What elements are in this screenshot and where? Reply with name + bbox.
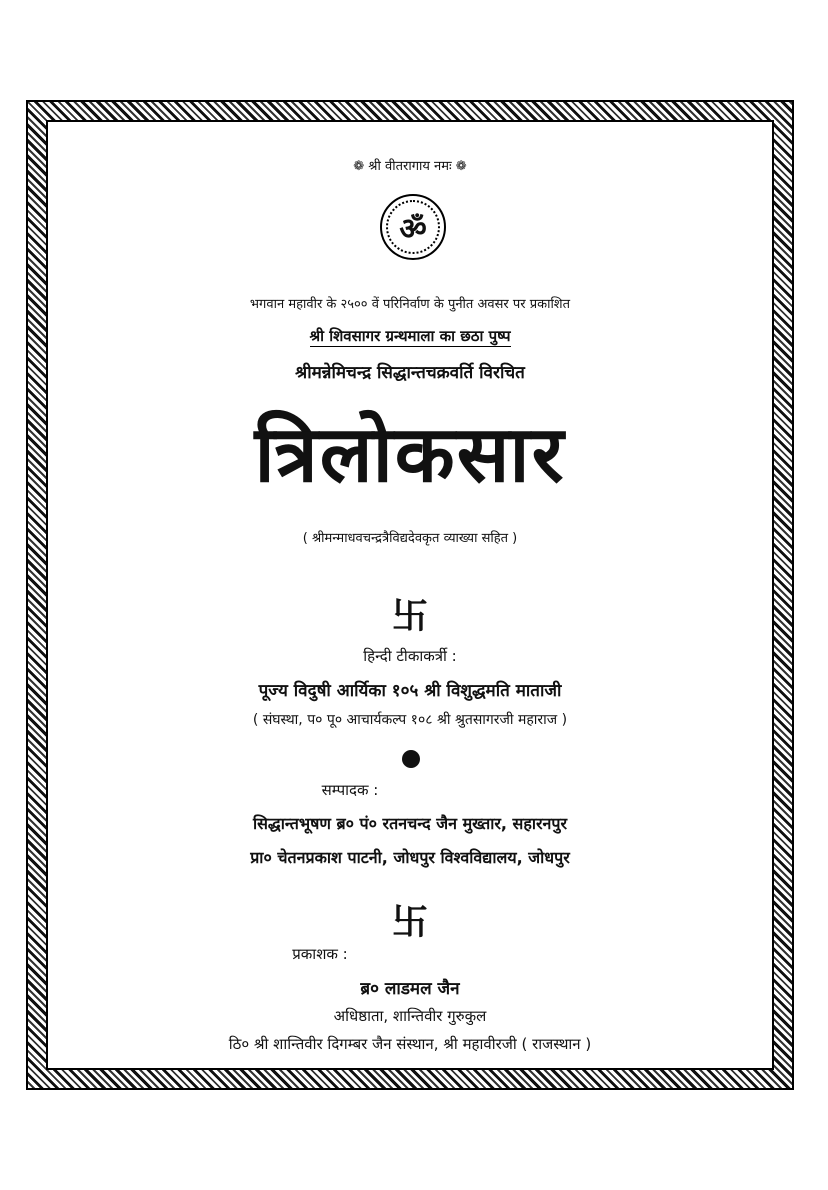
cover-page bbox=[60, 130, 760, 1060]
publisher-name: ब्र० लाडमल जैन bbox=[360, 979, 460, 999]
editors-label: सम्पादक : bbox=[321, 781, 379, 799]
book-title: त्रिलोकसार bbox=[254, 409, 566, 500]
hindi-commentator-label: हिन्दी टीकाकर्त्री : bbox=[363, 647, 457, 665]
series-text: श्री शिवसागर ग्रन्थमाला का छठा पुष्प bbox=[309, 327, 511, 345]
publisher-role: अधिष्ठाता, शान्तिवीर गुरुकुल bbox=[333, 1007, 487, 1025]
invocation-line: ❁ श्री वीतरागाय नमः ❁ bbox=[353, 159, 467, 174]
series-line bbox=[60, 326, 760, 346]
publisher-label: प्रकाशक : bbox=[292, 945, 348, 963]
swastika-icon: 卐 bbox=[391, 902, 428, 943]
editor-1: सिद्धान्तभूषण ब्र० पं० रतनचन्द जैन मुख्तार, सहारनपुर bbox=[252, 814, 568, 833]
commentary-line: ( श्रीमन्माधवचन्द्रत्रैविद्यदेवकृत व्याख्या सहित ) bbox=[302, 531, 518, 546]
ornament-dot-icon bbox=[402, 750, 420, 768]
om-icon: ॐ bbox=[386, 200, 440, 254]
swastika-icon: 卐 bbox=[391, 596, 428, 637]
author-line: श्रीमन्नेमिचन्द्र सिद्धान्तचक्रवर्ति विरचित bbox=[295, 363, 525, 383]
publisher-address: ठि० श्री शान्तिवीर दिगम्बर जैन संस्थान, श्री महावीरजी ( राजस्थान ) bbox=[228, 1035, 592, 1053]
editor-2: प्रा० चेतनप्रकाश पाटनी, जोधपुर विश्वविद्यालय, जोधपुर bbox=[250, 848, 570, 867]
translator-note: ( संघस्था, प० पू० आचार्यकल्प १०८ श्री श्रुतसागरजी महाराज ) bbox=[252, 712, 568, 728]
om-emblem bbox=[380, 194, 446, 260]
occasion-line: भगवान महावीर के २५०० वें परिनिर्वाण के पुनीत अवसर पर प्रकाशित bbox=[249, 297, 571, 312]
translator-name: पूज्य विदुषी आर्यिका १०५ श्री विशुद्धमति माताजी bbox=[258, 681, 562, 701]
